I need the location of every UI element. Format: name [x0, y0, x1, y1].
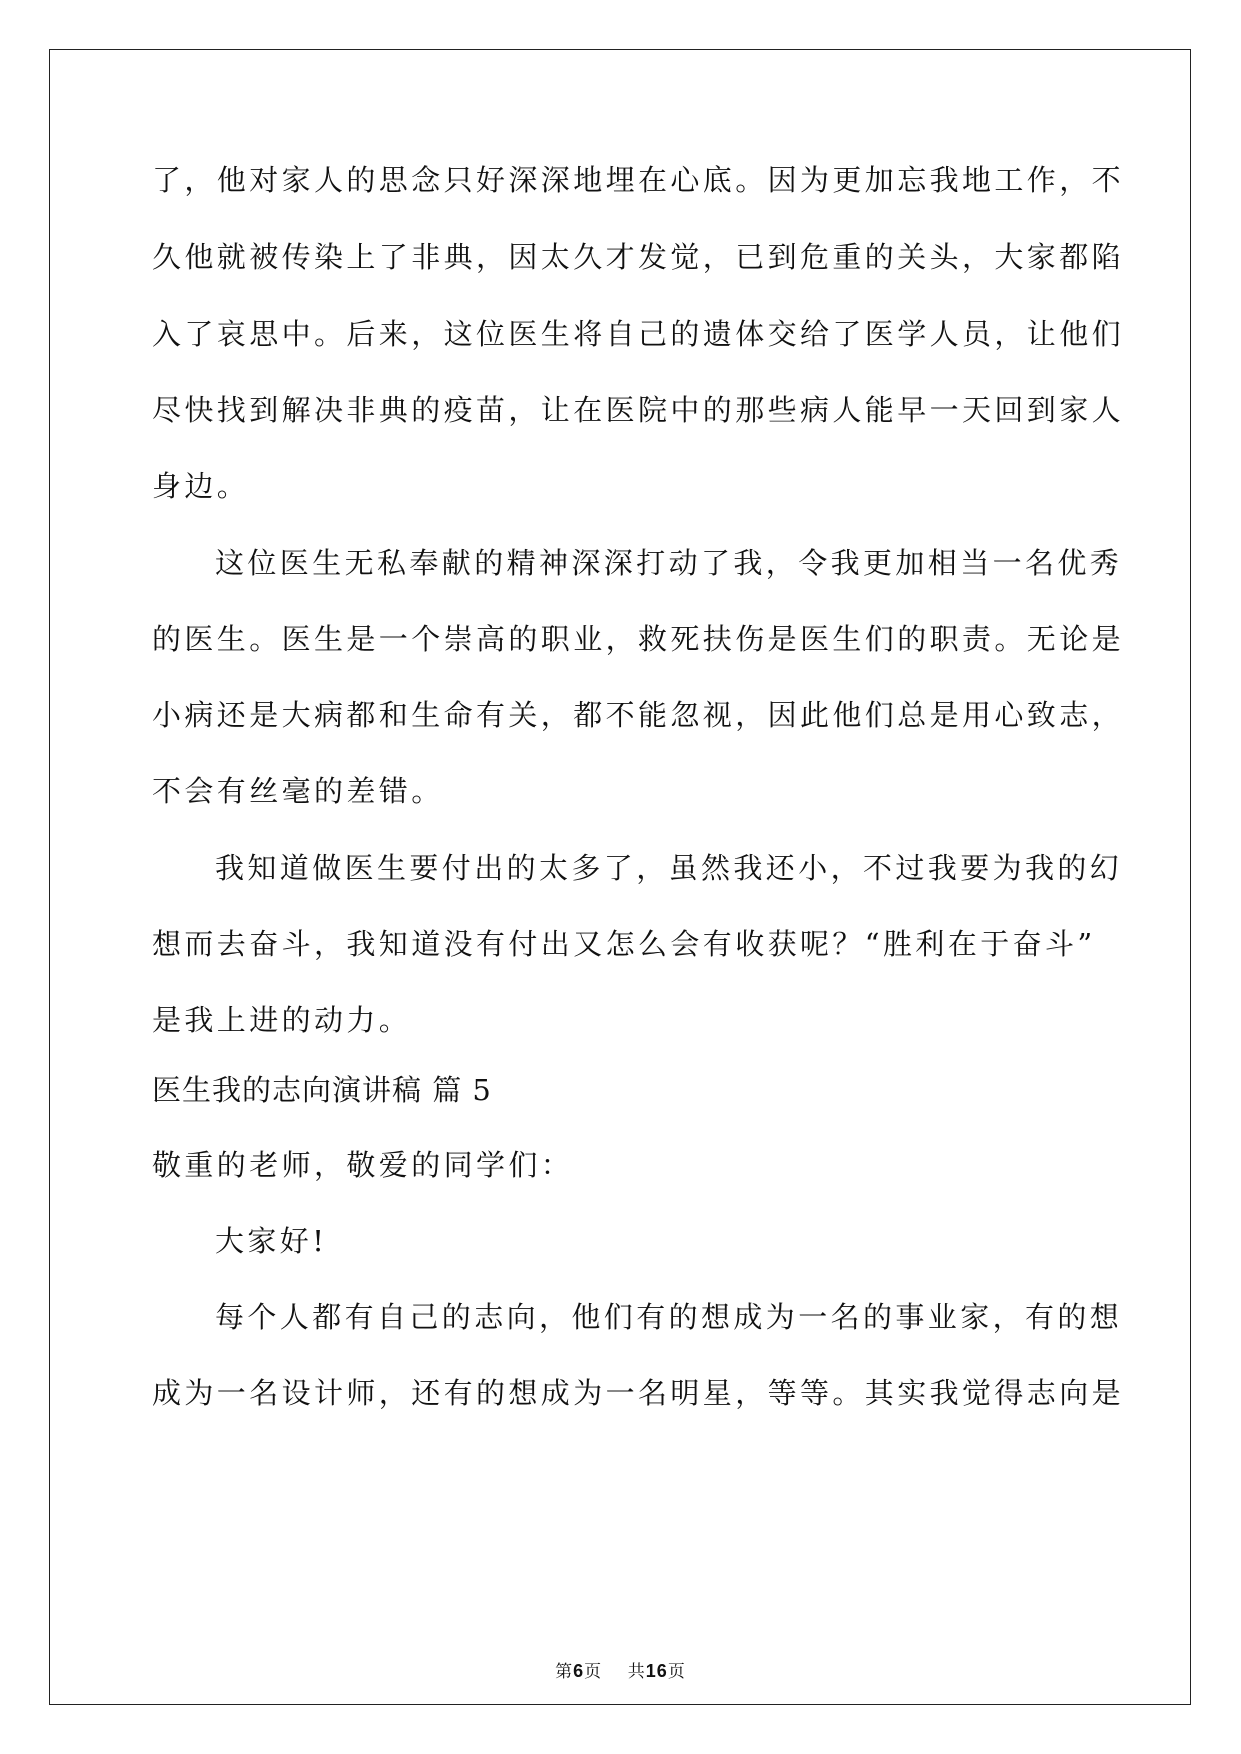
- page-footer: [0, 1657, 1241, 1682]
- page-number: 6: [573, 1661, 585, 1681]
- page-total: 16: [645, 1661, 668, 1681]
- text-line: 想而去奋斗，我知道没有付出又怎么会有收获呢？“胜利在于奋斗”: [152, 927, 1096, 961]
- text-line: 每个人都有自己的志向，他们有的想成为一名的事业家，有的想: [215, 1300, 1123, 1334]
- text-line: 了，他对家人的思念只好深深地埋在心底。因为更加忘我地工作，不: [152, 163, 1125, 197]
- section-heading: 医生我的志向演讲稿 篇 5: [152, 1073, 492, 1107]
- salutation: 敬重的老师，敬爱的同学们：: [152, 1148, 574, 1182]
- footer-prefix: 第: [555, 1662, 574, 1682]
- text-line: 的医生。医生是一个崇高的职业，救死扶伤是医生们的职责。无论是: [152, 622, 1125, 656]
- text-line: 久他就被传染上了非典，因太久才发觉，已到危重的关头，大家都陷: [152, 240, 1125, 274]
- text-line: 不会有丝毫的差错。: [152, 774, 444, 808]
- text-line: 尽快找到解决非典的疫苗，让在医院中的那些病人能早一天回到家人: [152, 393, 1125, 427]
- footer-total-prefix: 共: [627, 1662, 646, 1682]
- text-line: 小病还是大病都和生命有关，都不能忽视，因此他们总是用心致志，: [152, 698, 1125, 732]
- text-line: 入了哀思中。后来，这位医生将自己的遗体交给了医学人员，让他们: [152, 317, 1125, 351]
- text-line: 是我上进的动力。: [152, 1003, 412, 1037]
- footer-total-unit: 页: [667, 1662, 686, 1682]
- greeting: 大家好!: [215, 1224, 328, 1258]
- text-line: 这位医生无私奉献的精神深深打动了我，令我更加相当一名优秀: [215, 546, 1123, 580]
- text-line: 身边。: [152, 469, 250, 503]
- text-line: 我知道做医生要付出的太多了，虽然我还小，不过我要为我的幻: [215, 851, 1123, 885]
- text-line: 成为一名设计师，还有的想成为一名明星，等等。其实我觉得志向是: [152, 1376, 1125, 1410]
- footer-page-unit: 页: [584, 1662, 603, 1682]
